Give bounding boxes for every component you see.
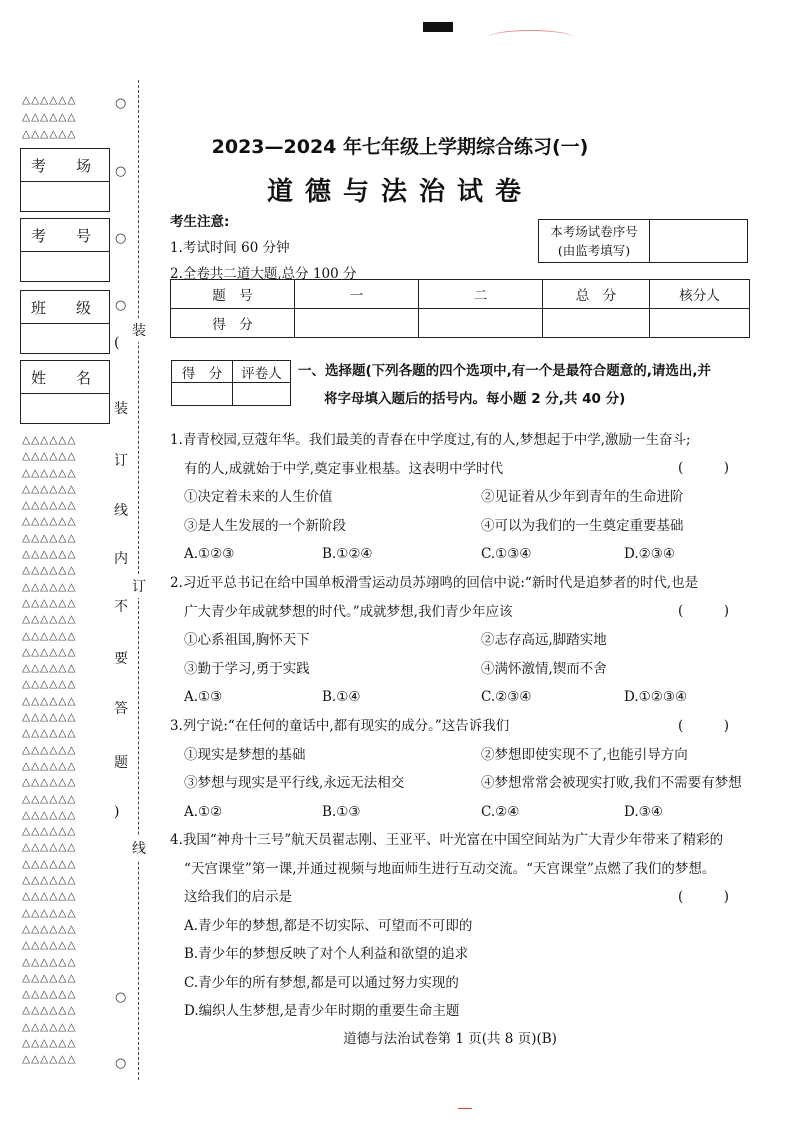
binding-char: 装 <box>132 318 146 342</box>
seat-number-input[interactable] <box>650 220 747 262</box>
statement: ④梦想常常会被现实打败,我们不需要有梦想 <box>481 775 742 791</box>
red-mark <box>458 1108 472 1109</box>
binding-char: 答 <box>114 701 128 717</box>
notice-item: 1.考试时间 60 分钟 <box>170 240 290 256</box>
question-text: 3.列宁说:“在任何的童话中,都有现实的成分。”这告诉我们 <box>170 718 510 734</box>
triangle-row: △△△△△△ <box>22 988 77 1001</box>
binding-char: 题 <box>114 755 128 771</box>
subject-title: 道德与法治试卷 <box>266 177 533 207</box>
statement: ①心系祖国,胸怀天下 <box>184 632 310 648</box>
question-text: 有的人,成就始于中学,奠定事业根基。这表明中学时代 <box>184 460 504 477</box>
triangle-row: △△△△△△ <box>22 482 77 495</box>
choice: C.青少年的所有梦想,都是可以通过努力实现的 <box>184 974 459 991</box>
question-text: 广大青少年成就梦想的时代。”成就梦想,我们青少年应该 <box>184 603 513 620</box>
score-table-header: 一 <box>295 280 419 309</box>
name-field[interactable] <box>20 360 110 424</box>
section-heading <box>298 357 711 413</box>
binding-hole-icon: ○ <box>115 164 127 179</box>
red-pen-mark <box>488 30 573 45</box>
binding-char: ( <box>114 335 120 351</box>
choice: D.②③④ <box>624 546 675 562</box>
answer-blank[interactable]: ( ) <box>678 718 730 734</box>
choice: B.青少年的梦想反映了对个人利益和欲望的追求 <box>184 946 469 962</box>
binding-char: 订 <box>132 574 146 598</box>
seat-number-box <box>538 219 748 263</box>
binding-char: 内 <box>114 551 128 567</box>
choice: D.③④ <box>624 803 663 820</box>
triangle-row: △△△△△△ <box>22 499 77 512</box>
statement: ①现实是梦想的基础 <box>184 746 306 763</box>
score-table-header: 二 <box>419 280 543 309</box>
binding-char: 线 <box>132 836 146 860</box>
binding-char: 不 <box>114 599 128 615</box>
score-table-header: 题 号 <box>171 280 295 309</box>
triangle-row: △△△△△△ <box>22 743 77 756</box>
choice: B.①②④ <box>322 546 373 562</box>
answer-blank[interactable]: ( ) <box>678 460 730 476</box>
binding-hole-icon: ○ <box>115 990 127 1005</box>
score-table-header: 核分人 <box>650 280 750 309</box>
triangle-row: △△△△△△ <box>22 939 77 952</box>
seat-label-line: (由监考填写) <box>557 243 631 258</box>
triangle-row: △△△△△△ <box>22 678 77 691</box>
statement: ③勤于学习,勇于实践 <box>184 660 310 677</box>
exam-title: 2023—2024 年七年级上学期综合练习(一) <box>211 136 589 158</box>
binding-hole-icon: ○ <box>115 96 127 111</box>
statement: ③梦想与现实是平行线,永远无法相交 <box>184 775 405 791</box>
score-cell[interactable] <box>543 309 650 338</box>
triangle-row: △△△△△△ <box>22 128 77 140</box>
triangle-row: △△△△△△ <box>22 111 77 123</box>
triangle-row: △△△△△△ <box>22 596 77 609</box>
choice: A.①③ <box>184 689 223 705</box>
binding-hole-icon: ○ <box>115 231 127 246</box>
score-cell[interactable] <box>650 309 750 338</box>
exam-room-field[interactable] <box>20 148 110 212</box>
exam-number-label: 考 号 <box>21 219 109 252</box>
statement: ②梦想即使实现不了,也能引导方向 <box>481 746 688 763</box>
grader-name-label: 评卷人 <box>233 361 291 383</box>
choice: D.编织人生梦想,是青少年时期的重要生命主题 <box>184 1003 460 1019</box>
choice: B.①③ <box>322 803 361 820</box>
seat-number-label <box>539 220 650 262</box>
score-cell[interactable] <box>295 309 419 338</box>
binding-hole-icon: ○ <box>115 1056 127 1071</box>
triangle-row: △△△△△△ <box>22 825 77 838</box>
triangle-row: △△△△△△ <box>22 531 77 544</box>
binding-hole-icon: ○ <box>115 298 127 313</box>
choice: C.②④ <box>481 803 520 820</box>
triangle-row: △△△△△△ <box>22 727 77 740</box>
triangle-row: △△△△△△ <box>22 515 77 528</box>
page-footer: 道德与法治试卷第 1 页(共 8 页)(B) <box>343 1031 557 1047</box>
binding-char: ) <box>114 804 120 820</box>
question-1 <box>170 426 755 569</box>
answer-blank[interactable]: ( ) <box>678 603 730 619</box>
triangle-row: △△△△△△ <box>22 971 77 984</box>
choice: A.青少年的梦想,都是不切实际、可望而不可即的 <box>184 917 473 934</box>
question-text: 4.我国“神舟十三号”航天员翟志刚、王亚平、叶光富在中国空间站为广大青少年带来了精彩的 <box>170 832 724 848</box>
score-table-header: 总 分 <box>543 280 650 309</box>
choice: D.①②③④ <box>624 689 688 705</box>
triangle-row: △△△△△△ <box>22 906 77 919</box>
question-4 <box>170 826 755 1026</box>
question-text: “天宫课堂”第一课,并通过视频与地面师生进行互动交流。“天宫课堂”点燃了我们的梦想。 <box>184 860 716 877</box>
seat-label-line: 本考场试卷序号 <box>550 224 638 239</box>
triangle-row: △△△△△△ <box>22 776 77 789</box>
triangle-row: △△△△△△ <box>22 94 77 106</box>
triangle-row: △△△△△△ <box>22 662 77 675</box>
triangle-row: △△△△△△ <box>22 808 77 821</box>
triangle-row: △△△△△△ <box>22 629 77 642</box>
grader-score-cell[interactable] <box>172 383 233 406</box>
triangle-row: △△△△△△ <box>22 1053 77 1066</box>
triangle-block <box>22 432 76 1068</box>
triangle-row: △△△△△△ <box>22 466 77 479</box>
grader-score-label: 得 分 <box>172 361 233 383</box>
binding-char: 装 <box>114 401 128 417</box>
class-field[interactable] <box>20 290 110 354</box>
notice-item: 2.全卷共二道大题,总分 100 分 <box>170 266 357 282</box>
choice: A.①②③ <box>184 546 235 562</box>
triangle-row: △△△△△△ <box>22 759 77 772</box>
triangle-row: △△△△△△ <box>22 711 77 724</box>
triangle-row: △△△△△△ <box>22 613 77 626</box>
triangle-row: △△△△△△ <box>22 922 77 935</box>
name-label: 姓 名 <box>21 361 109 394</box>
exam-room-label: 考 场 <box>21 149 109 182</box>
triangle-row: △△△△△△ <box>22 434 77 446</box>
statement: ④可以为我们的一生奠定重要基础 <box>481 517 684 534</box>
triangle-row: △△△△△△ <box>22 450 77 463</box>
question-text: 1.青青校园,豆蔻年华。我们最美的青春在中学度过,有的人,梦想起于中学,激励一生奋斗; <box>170 432 691 448</box>
exam-number-field[interactable] <box>20 218 110 282</box>
choice: C.②③④ <box>481 689 532 705</box>
triangle-row: △△△△△△ <box>22 955 77 968</box>
question-2 <box>170 569 755 712</box>
question-text: 这给我们的启示是 <box>184 889 292 905</box>
triangle-row: △△△△△△ <box>22 1004 77 1017</box>
score-cell[interactable] <box>419 309 543 338</box>
triangle-row: △△△△△△ <box>22 890 77 903</box>
binding-char: 订 <box>114 453 128 469</box>
triangle-row: △△△△△△ <box>22 645 77 658</box>
triangle-row: △△△△△△ <box>22 841 77 854</box>
triangle-row: △△△△△△ <box>22 694 77 707</box>
notice-block <box>170 210 357 282</box>
section-heading-line: 一、选择题(下列各题的四个选项中,有一个是最符合题意的,请选出,并 <box>298 363 712 379</box>
triangle-row: △△△△△△ <box>22 792 77 805</box>
binding-char: 线 <box>114 503 128 519</box>
question-3 <box>170 712 755 826</box>
score-table <box>170 279 750 338</box>
answer-blank[interactable]: ( ) <box>678 889 730 905</box>
binding-char: 要 <box>114 651 128 667</box>
triangle-row: △△△△△△ <box>22 580 77 593</box>
triangle-row: △△△△△△ <box>22 857 77 870</box>
section-heading-line: 将字母填入题后的括号内。每小题 2 分,共 40 分) <box>324 391 626 407</box>
choice: B.①④ <box>322 689 361 705</box>
triangle-row: △△△△△△ <box>22 548 77 561</box>
grader-name-cell[interactable] <box>233 383 291 406</box>
statement: ②志存高远,脚踏实地 <box>481 632 607 648</box>
triangle-row: △△△△△△ <box>22 1020 77 1033</box>
choice: A.①② <box>184 803 223 820</box>
statement: ④满怀激情,锲而不舍 <box>481 660 607 677</box>
notice-heading: 考生注意: <box>170 214 230 230</box>
class-label: 班 级 <box>21 291 109 324</box>
statement: ③是人生发展的一个新阶段 <box>184 517 346 534</box>
statement: ②见证着从少年到青年的生命进阶 <box>481 489 684 505</box>
scan-mark <box>423 22 453 32</box>
triangle-row: △△△△△△ <box>22 564 77 577</box>
statement: ①决定着未来的人生价值 <box>184 489 333 505</box>
triangle-row: △△△△△△ <box>22 874 77 887</box>
triangle-row: △△△△△△ <box>22 1036 77 1049</box>
question-text: 2.习近平总书记在给中国单板滑雪运动员苏翊鸣的回信中说:“新时代是追梦者的时代,也是 <box>170 575 699 591</box>
score-row-label: 得 分 <box>171 309 295 338</box>
choice: C.①③④ <box>481 546 532 562</box>
grader-box <box>171 360 291 406</box>
